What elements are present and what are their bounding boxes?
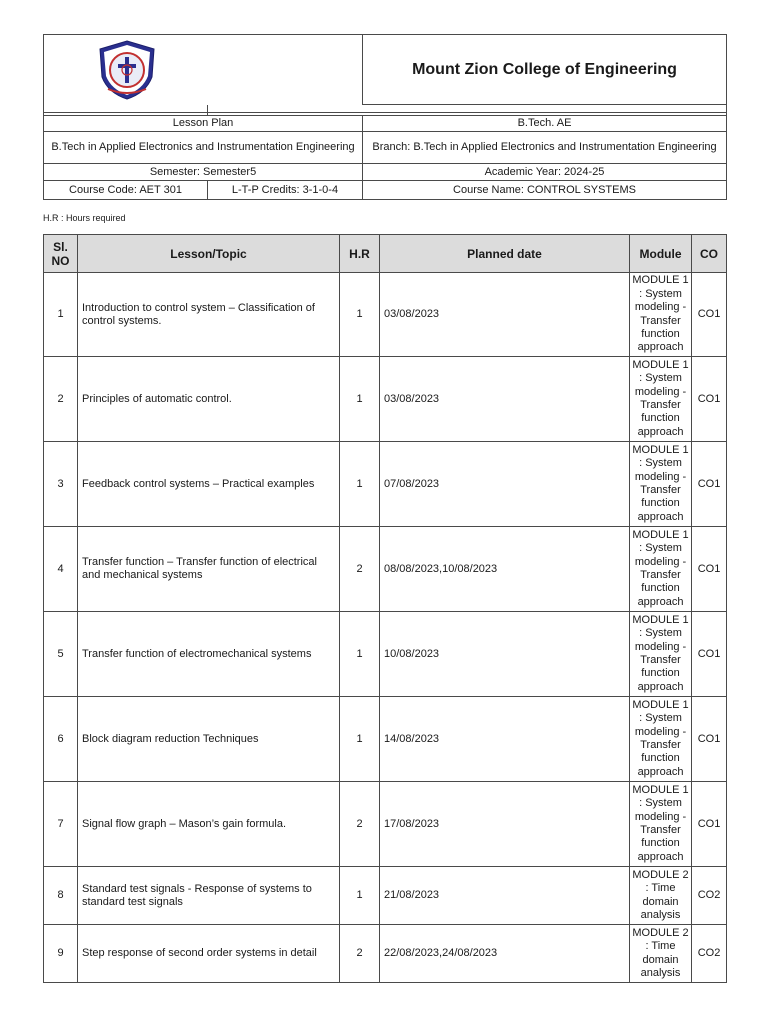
row-sl: 1: [44, 273, 78, 357]
course-name: Course Name: CONTROL SYSTEMS: [363, 181, 727, 200]
row-module: MODULE 1 : System modeling - Transfer function approach: [630, 697, 692, 782]
row-hr: 1: [340, 697, 380, 782]
row-hr: 1: [340, 442, 380, 527]
col-hr: H.R: [340, 235, 380, 273]
row-module: MODULE 2 : Time domain analysis: [630, 867, 692, 925]
college-logo: [94, 39, 160, 101]
row-module: MODULE 2 : Time domain analysis: [630, 925, 692, 983]
col-topic: Lesson/Topic: [78, 235, 340, 273]
row-date: 17/08/2023: [380, 782, 630, 867]
table-row: [44, 442, 727, 527]
row-module: MODULE 1 : System modeling - Transfer function approach: [630, 442, 692, 527]
row-hr: 2: [340, 925, 380, 983]
col-co: CO: [692, 235, 727, 273]
row-hr: 2: [340, 527, 380, 612]
row-module: MODULE 1 : System modeling - Transfer function approach: [630, 782, 692, 867]
table-row: [44, 867, 727, 925]
col-date: Planned date: [380, 235, 630, 273]
row-sl: 3: [44, 442, 78, 527]
row-co: CO1: [692, 357, 727, 442]
row-co: CO1: [692, 442, 727, 527]
row-co: CO2: [692, 867, 727, 925]
row-topic: Transfer function of electromechanical systems: [78, 612, 340, 697]
college-name-text: Mount Zion College of Engineering: [412, 60, 677, 78]
row-sl: 4: [44, 527, 78, 612]
table-row: [44, 925, 727, 983]
college-name: [363, 35, 727, 105]
table-row: [44, 527, 727, 612]
course-header-table: [43, 34, 727, 200]
row-module: MODULE 1 : System modeling - Transfer function approach: [630, 273, 692, 357]
row-sl: 6: [44, 697, 78, 782]
col-module: Module: [630, 235, 692, 273]
row-topic: Introduction to control system – Classification of control systems.: [78, 273, 340, 357]
row-topic: Feedback control systems – Practical examples: [78, 442, 340, 527]
row-co: CO1: [692, 273, 727, 357]
table-row: [44, 782, 727, 867]
row-topic: Block diagram reduction Techniques: [78, 697, 340, 782]
row-sl: 2: [44, 357, 78, 442]
row-co: CO2: [692, 925, 727, 983]
row-date: 03/08/2023: [380, 357, 630, 442]
spacer-left: [44, 105, 208, 113]
semester: Semester: Semester5: [44, 164, 363, 181]
row-hr: 1: [340, 612, 380, 697]
table-row: [44, 697, 727, 782]
row-hr: 1: [340, 867, 380, 925]
college-logo-cell: [44, 35, 363, 105]
row-hr: 1: [340, 273, 380, 357]
row-co: CO1: [692, 527, 727, 612]
row-topic: Step response of second order systems in detail: [78, 925, 340, 983]
table-row: [44, 612, 727, 697]
branch: Branch: B.Tech in Applied Electronics and Instrumentation Engineering: [363, 132, 727, 164]
row-co: CO1: [692, 612, 727, 697]
row-sl: 7: [44, 782, 78, 867]
row-date: 07/08/2023: [380, 442, 630, 527]
row-hr: 2: [340, 782, 380, 867]
row-date: 10/08/2023: [380, 612, 630, 697]
course-code: Course Code: AET 301: [44, 181, 208, 200]
row-date: 21/08/2023: [380, 867, 630, 925]
row-topic: Principles of automatic control.: [78, 357, 340, 442]
table-header-row: [44, 235, 727, 273]
row-date: 03/08/2023: [380, 273, 630, 357]
spacer-right: [208, 105, 727, 113]
program-full: B.Tech in Applied Electronics and Instrumentation Engineering: [44, 132, 363, 164]
program-short: B.Tech. AE: [363, 116, 727, 132]
table-row: [44, 273, 727, 357]
col-sl: Sl. NO: [44, 235, 78, 273]
row-sl: 9: [44, 925, 78, 983]
row-topic: Standard test signals - Response of systems to standard test signals: [78, 867, 340, 925]
row-module: MODULE 1 : System modeling - Transfer function approach: [630, 527, 692, 612]
ltp-credits: L-T-P Credits: 3-1-0-4: [208, 181, 363, 200]
row-date: 22/08/2023,24/08/2023: [380, 925, 630, 983]
academic-year: Academic Year: 2024-25: [363, 164, 727, 181]
row-date: 08/08/2023,10/08/2023: [380, 527, 630, 612]
row-topic: Signal flow graph – Mason’s gain formula.: [78, 782, 340, 867]
lesson-plan-label: Lesson Plan: [44, 116, 363, 132]
lesson-plan-table: [43, 234, 727, 983]
row-co: CO1: [692, 697, 727, 782]
row-co: CO1: [692, 782, 727, 867]
row-sl: 8: [44, 867, 78, 925]
row-hr: 1: [340, 357, 380, 442]
row-module: MODULE 1 : System modeling - Transfer function approach: [630, 357, 692, 442]
row-date: 14/08/2023: [380, 697, 630, 782]
row-topic: Transfer function – Transfer function of electrical and mechanical systems: [78, 527, 340, 612]
row-module: MODULE 1 : System modeling - Transfer function approach: [630, 612, 692, 697]
hours-required-note: H.R : Hours required: [43, 213, 126, 223]
row-sl: 5: [44, 612, 78, 697]
table-row: [44, 357, 727, 442]
